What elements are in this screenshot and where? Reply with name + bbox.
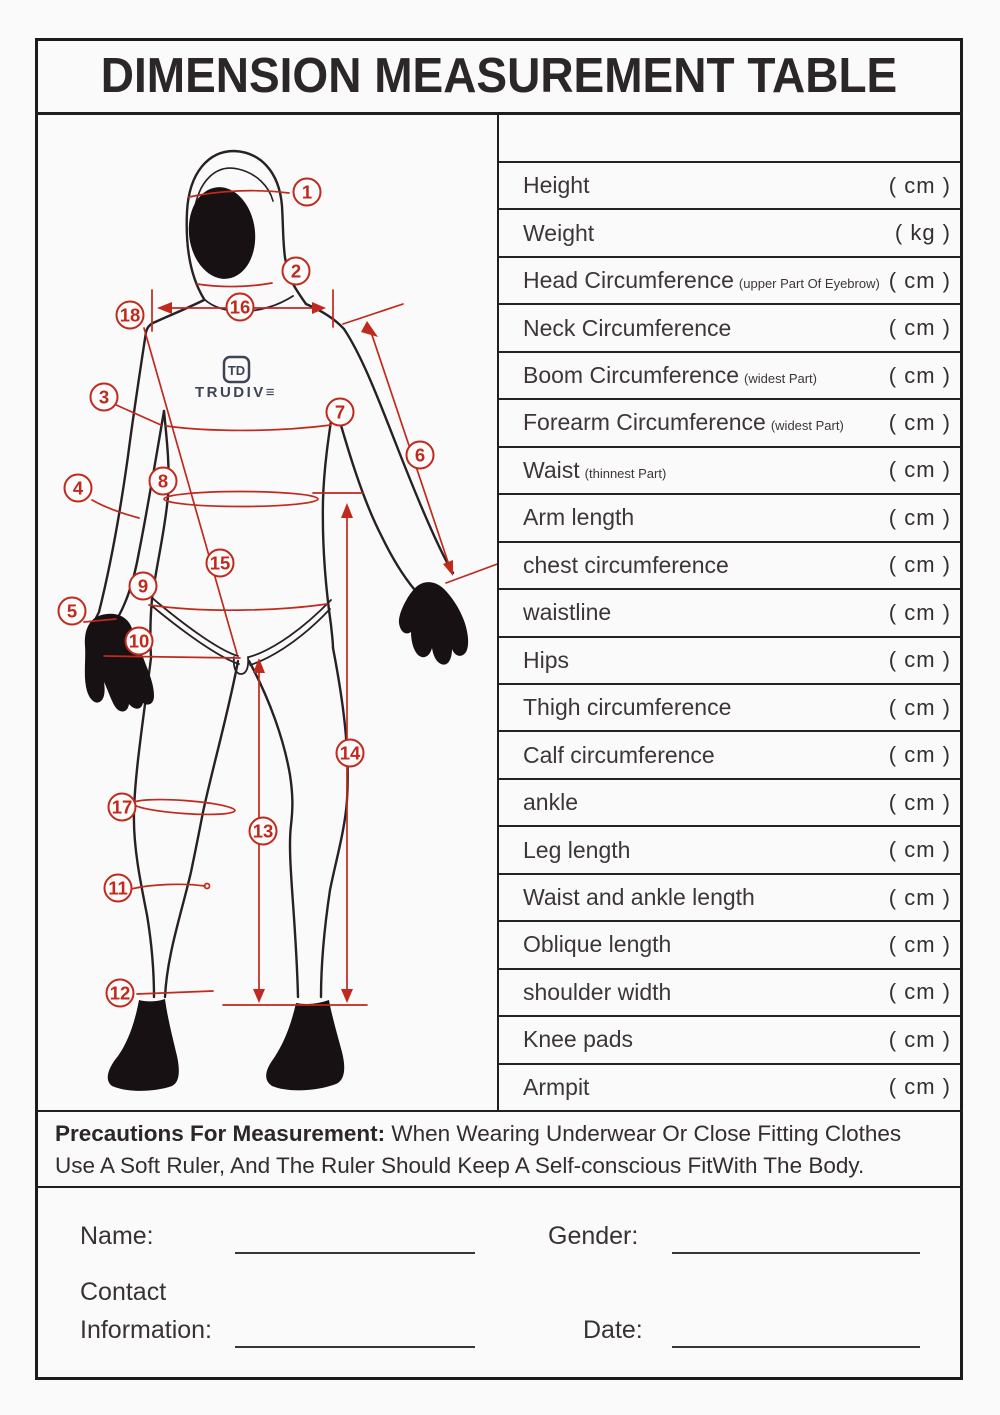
date-label: Date: bbox=[583, 1316, 643, 1344]
page-title: DIMENSION MEASUREMENT TABLE bbox=[100, 47, 898, 103]
measurement-table bbox=[499, 115, 961, 1110]
table-header-empty-cell bbox=[499, 115, 961, 161]
marker-number-4: 4 bbox=[72, 477, 84, 499]
figure-markers bbox=[59, 179, 434, 1007]
row-label: chest circumference bbox=[523, 551, 729, 578]
table-row bbox=[499, 256, 961, 303]
precautions-line2: Use A Soft Ruler, And The Ruler Should Keep A Self-conscious FitWith The Body. bbox=[55, 1153, 865, 1178]
contact-label-line1: Contact bbox=[80, 1278, 167, 1306]
forearm-line bbox=[92, 500, 139, 518]
right-boot bbox=[266, 1000, 344, 1090]
row-label: waistline bbox=[523, 599, 612, 626]
marker-number-17: 17 bbox=[111, 796, 133, 818]
table-row bbox=[499, 446, 961, 493]
row-label: Forearm Circumference (widest Part) bbox=[523, 409, 844, 436]
table-row bbox=[499, 825, 961, 872]
row-label: Arm length bbox=[523, 504, 635, 531]
table-row bbox=[499, 161, 961, 208]
body-measurement-diagram bbox=[35, 115, 497, 1110]
logo-wordmark: TRUDIV≡ bbox=[194, 384, 278, 401]
contact-input-line[interactable] bbox=[235, 1346, 475, 1348]
table-row bbox=[499, 588, 961, 635]
left-boot bbox=[108, 999, 179, 1091]
gender-input-line[interactable] bbox=[672, 1252, 920, 1254]
precautions-bottom-border bbox=[35, 1186, 963, 1188]
marker-number-6: 6 bbox=[414, 444, 426, 466]
row-label: Weight bbox=[523, 219, 595, 246]
marker-number-2: 2 bbox=[290, 260, 302, 282]
row-unit: ( cm ) bbox=[888, 694, 951, 720]
row-sublabel: (thinnest Part) bbox=[584, 465, 667, 481]
table-row bbox=[499, 541, 961, 588]
row-unit: ( cm ) bbox=[888, 362, 951, 388]
row-unit: ( cm ) bbox=[888, 931, 951, 957]
table-row bbox=[499, 683, 961, 730]
marker-number-8: 8 bbox=[157, 470, 169, 492]
ankle-line bbox=[137, 991, 213, 994]
row-unit: ( cm ) bbox=[888, 599, 951, 625]
table-row bbox=[499, 636, 961, 683]
table-row bbox=[499, 730, 961, 777]
neck-circumference-line bbox=[197, 283, 272, 287]
marker-number-13: 13 bbox=[252, 820, 274, 842]
table-row bbox=[499, 968, 961, 1015]
marker-number-12: 12 bbox=[109, 982, 131, 1004]
logo-monogram: TD bbox=[227, 363, 246, 378]
marker-number-15: 15 bbox=[209, 552, 231, 574]
row-label: Boom Circumference (widest Part) bbox=[523, 362, 817, 389]
row-unit: ( cm ) bbox=[888, 1074, 951, 1100]
precautions-top-border bbox=[35, 1110, 963, 1112]
marker-number-10: 10 bbox=[128, 630, 150, 652]
row-label: Waist and ankle length bbox=[523, 884, 755, 911]
table-row bbox=[499, 493, 961, 540]
table-row bbox=[499, 1063, 961, 1110]
right-glove bbox=[399, 582, 468, 665]
contact-label-line2: Information: bbox=[80, 1316, 213, 1344]
table-row bbox=[499, 351, 961, 398]
row-label: Head Circumference (upper Part Of Eyebrow) bbox=[523, 267, 880, 294]
row-label: shoulder width bbox=[523, 978, 672, 1005]
precautions-heading: Precautions For Measurement: bbox=[55, 1121, 386, 1146]
row-sublabel: (widest Part) bbox=[770, 418, 844, 434]
row-unit: ( cm ) bbox=[888, 837, 951, 863]
measurement-arrowheads bbox=[157, 302, 453, 1003]
marker-number-11: 11 bbox=[108, 877, 128, 899]
precautions-text bbox=[55, 1118, 945, 1182]
row-unit: ( kg ) bbox=[894, 220, 951, 246]
marker-number-16: 16 bbox=[229, 296, 251, 318]
chest-line bbox=[166, 425, 331, 430]
marker-number-14: 14 bbox=[339, 742, 361, 764]
name-label: Name: bbox=[80, 1222, 154, 1250]
row-unit: ( cm ) bbox=[888, 552, 951, 578]
upper-arm-line bbox=[114, 404, 161, 425]
gender-label: Gender: bbox=[548, 1222, 639, 1250]
marker-number-7: 7 bbox=[334, 401, 346, 423]
row-unit: ( cm ) bbox=[888, 979, 951, 1005]
row-sublabel: (upper Part Of Eyebrow) bbox=[738, 276, 880, 292]
marker-number-5: 5 bbox=[66, 600, 78, 622]
row-label: Armpit bbox=[523, 1073, 590, 1100]
precautions-line1: When Wearing Underwear Or Close Fitting Clothes bbox=[385, 1121, 902, 1146]
row-label: Neck Circumference bbox=[523, 314, 732, 341]
table-row bbox=[499, 873, 961, 920]
row-unit: ( cm ) bbox=[888, 742, 951, 768]
row-unit: ( cm ) bbox=[888, 884, 951, 910]
calf-line-tip bbox=[205, 884, 210, 889]
row-unit: ( cm ) bbox=[888, 457, 951, 483]
marker-number-1: 1 bbox=[301, 181, 313, 203]
row-label: Hips bbox=[523, 646, 570, 673]
table-row bbox=[499, 778, 961, 825]
table-row bbox=[499, 920, 961, 967]
row-label: Calf circumference bbox=[523, 741, 715, 768]
row-unit: ( cm ) bbox=[888, 172, 951, 198]
row-sublabel: (widest Part) bbox=[744, 371, 817, 387]
row-label: ankle bbox=[523, 789, 578, 816]
row-unit: ( cm ) bbox=[888, 789, 951, 815]
row-unit: ( cm ) bbox=[888, 315, 951, 341]
row-unit: ( cm ) bbox=[888, 267, 951, 293]
thigh-ellipse bbox=[133, 797, 236, 817]
row-label: Height bbox=[523, 172, 590, 199]
date-input-line[interactable] bbox=[672, 1346, 920, 1348]
row-unit: ( cm ) bbox=[888, 409, 951, 435]
hips-line bbox=[149, 604, 327, 610]
name-input-line[interactable] bbox=[235, 1252, 475, 1254]
row-label: Thigh circumference bbox=[523, 694, 732, 721]
row-label: Oblique length bbox=[523, 931, 672, 958]
face-opening bbox=[184, 183, 261, 282]
row-unit: ( cm ) bbox=[888, 647, 951, 673]
table-row bbox=[499, 1015, 961, 1062]
table-row bbox=[499, 208, 961, 255]
brand-logo bbox=[195, 357, 277, 401]
row-label: Knee pads bbox=[523, 1026, 633, 1053]
table-row bbox=[499, 303, 961, 350]
marker-number-18: 18 bbox=[119, 304, 141, 326]
table-row bbox=[499, 398, 961, 445]
row-unit: ( cm ) bbox=[888, 504, 951, 530]
marker-number-3: 3 bbox=[98, 386, 110, 408]
row-label: Leg length bbox=[523, 836, 631, 863]
row-label: Waist (thinnest Part) bbox=[523, 456, 667, 483]
row-unit: ( cm ) bbox=[888, 1026, 951, 1052]
waist-ellipse bbox=[164, 492, 318, 507]
marker-number-9: 9 bbox=[137, 575, 149, 597]
